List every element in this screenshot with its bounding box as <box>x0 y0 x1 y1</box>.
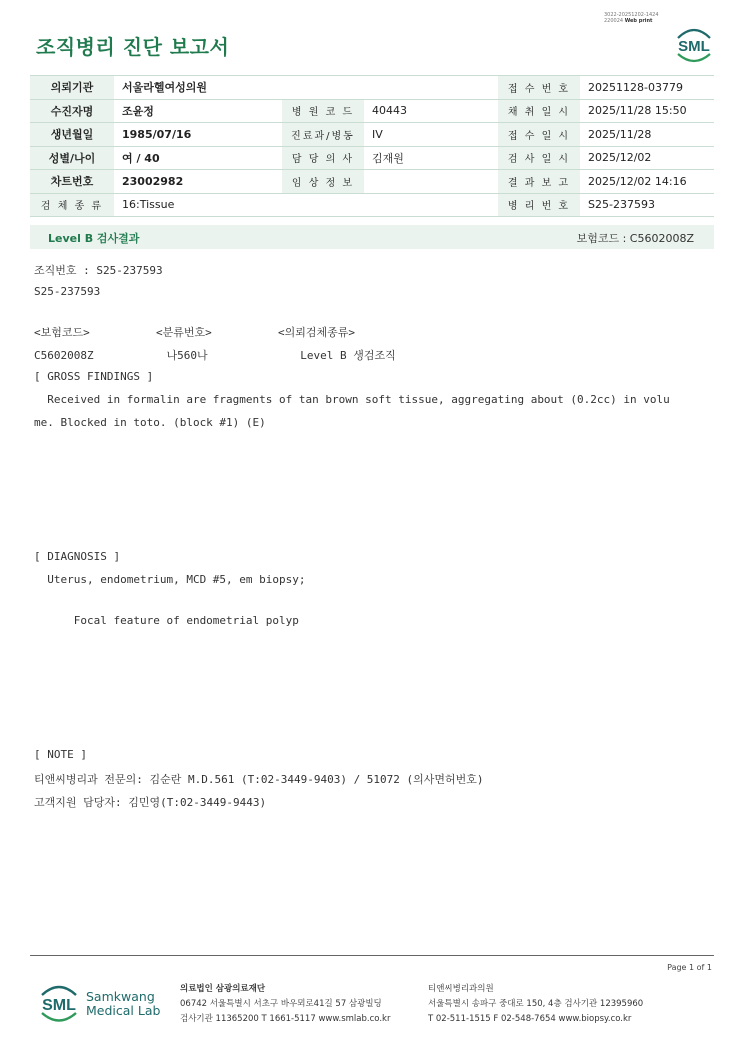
note-line2: 고객지원 담당자: 김민영(T:02-3449-9443) <box>34 796 267 809</box>
info-label: 결 과 보 고 <box>498 170 580 194</box>
info-value: 조윤정 <box>114 99 282 123</box>
info-value: 40443 <box>364 99 498 123</box>
info-value: 김재원 <box>364 146 498 170</box>
info-value <box>364 76 498 100</box>
info-value: 2025/12/02 14:16 <box>580 170 714 194</box>
info-row <box>30 123 714 147</box>
info-value: S25-237593 <box>580 193 714 217</box>
sml-footer-logo-icon <box>36 980 82 1024</box>
info-row <box>30 146 714 170</box>
info-value: IV <box>364 123 498 147</box>
info-row <box>30 170 714 194</box>
info-value: 2025/11/28 15:50 <box>580 99 714 123</box>
gross-findings-line1: Received in formalin are fragments of tan brown soft tissue, aggregating about (0.2cc) in volu <box>34 393 670 406</box>
info-label: 채 취 일 시 <box>498 99 580 123</box>
clinic-name: 티앤씨병리과의원 <box>428 984 494 994</box>
note-line1: 티앤씨병리과 전문의: 김순란 M.D.561 (T:02-3449-9403) / 51072 (의사면허번호) <box>34 773 484 786</box>
result-level-label: Level B 검사결과 <box>48 232 140 245</box>
code-values: C5602008Z 나560나 Level B 생검조직 <box>34 349 396 362</box>
print-code-line1: 3022-20251202-1424 <box>604 12 659 18</box>
footer-divider <box>30 955 714 956</box>
info-value: 2025/12/02 <box>580 146 714 170</box>
sml-logo-icon <box>672 24 716 64</box>
info-label: 병 원 코 드 <box>282 99 364 123</box>
brand-name <box>86 990 160 1018</box>
tissue-number-2: S25-237593 <box>34 285 101 298</box>
insurance-code-label: 보험코드 : C5602008Z <box>576 232 694 245</box>
result-header-bar <box>30 225 714 249</box>
info-label: 임 상 정 보 <box>282 170 364 194</box>
info-label: 성별/나이 <box>30 146 114 170</box>
info-label: 접 수 번 호 <box>498 76 580 100</box>
footer-logo-text: SML <box>42 997 76 1014</box>
diagnosis-line2: Focal feature of endometrial polyp <box>34 614 299 627</box>
gross-findings-line2: me. Blocked in toto. (block #1) (E) <box>34 416 266 429</box>
patient-info-table <box>30 75 714 217</box>
info-value <box>364 193 498 217</box>
info-value: 20251128-03779 <box>580 76 714 100</box>
gross-findings-title: [ GROSS FINDINGS ] <box>34 370 154 383</box>
foundation-contact: 검사기관 11365200 T 1661-5117 www.smlab.co.kr <box>180 1014 391 1024</box>
footer-clinic-info <box>428 982 643 1027</box>
tissue-number: 조직번호 : S25-237593 <box>34 264 163 277</box>
info-value: 23002982 <box>114 170 282 194</box>
info-value: 16:Tissue <box>114 193 282 217</box>
info-label: 담 당 의 사 <box>282 146 364 170</box>
info-value <box>364 170 498 194</box>
brand-line2: Medical Lab <box>86 1003 161 1018</box>
footer-foundation-info <box>180 982 390 1027</box>
clinic-contact: T 02-511-1515 F 02-548-7654 www.biopsy.co.kr <box>428 1014 632 1024</box>
info-value: 서울라헬여성의원 <box>114 76 282 100</box>
info-label: 진료과/병동 <box>282 123 364 147</box>
code-headers: <보험코드> <분류번호> <의뢰검체종류> <box>34 326 355 339</box>
info-label: 접 수 일 시 <box>498 123 580 147</box>
info-empty <box>282 193 364 217</box>
info-row <box>30 193 714 217</box>
foundation-name: 의료법인 삼광의료재단 <box>180 984 266 994</box>
diagnosis-line1: Uterus, endometrium, MCD #5, em biopsy; <box>34 573 306 586</box>
page-number: Page 1 of 1 <box>667 963 712 972</box>
page-title: 조직병리 진단 보고서 <box>36 35 230 59</box>
brand-line1: Samkwang <box>86 989 155 1004</box>
note-title: [ NOTE ] <box>34 748 87 761</box>
info-label: 검 체 종 류 <box>30 193 114 217</box>
info-label: 차트번호 <box>30 170 114 194</box>
info-label: 병 리 번 호 <box>498 193 580 217</box>
print-code-line2: 220024 Web print <box>604 18 653 24</box>
info-value: 여 / 40 <box>114 146 282 170</box>
info-row <box>30 99 714 123</box>
clinic-address: 서울특별시 송파구 중대로 150, 4층 검사기관 12395960 <box>428 999 644 1009</box>
foundation-address: 06742 서울특별시 서초구 바우뫼로41길 57 삼광빌딩 <box>180 999 382 1009</box>
diagnosis-title: [ DIAGNOSIS ] <box>34 550 121 563</box>
print-code <box>604 12 684 24</box>
info-empty <box>282 76 364 100</box>
info-label: 의뢰기관 <box>30 76 114 100</box>
logo-text: SML <box>678 38 710 55</box>
info-label: 수진자명 <box>30 99 114 123</box>
info-row <box>30 76 714 100</box>
info-label: 검 사 일 시 <box>498 146 580 170</box>
info-value: 1985/07/16 <box>114 123 282 147</box>
info-label: 생년월일 <box>30 123 114 147</box>
info-value: 2025/11/28 <box>580 123 714 147</box>
